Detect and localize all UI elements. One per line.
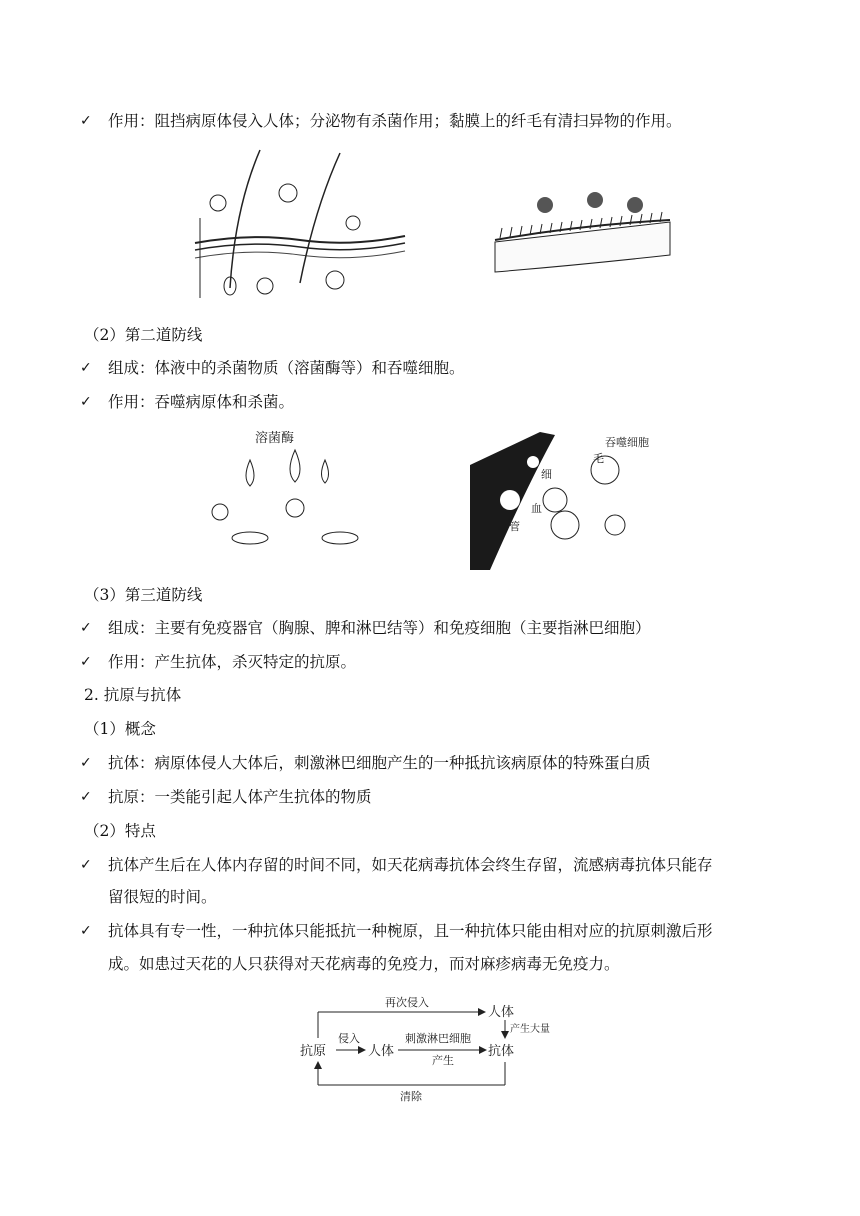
mucosa-cilia-figure xyxy=(490,180,675,275)
label-mao: 毛 xyxy=(593,452,604,465)
check-icon: ✓ xyxy=(80,394,92,410)
text: 组成：体液中的杀菌物质（溶菌酶等）和吞噬细胞。 xyxy=(108,359,465,377)
invade-label: 侵入 xyxy=(338,1032,360,1045)
antibody-label: 抗体 xyxy=(488,1044,515,1059)
phagocyte-label: 吞噬细胞 xyxy=(605,436,649,449)
label-xue: 血 xyxy=(531,502,542,515)
check-icon: ✓ xyxy=(80,923,92,939)
antigen-antibody-diagram xyxy=(290,990,560,1110)
check-icon: ✓ xyxy=(80,755,92,771)
body-label: 人体 xyxy=(368,1044,395,1059)
text: 作用：吞噬病原体和杀菌。 xyxy=(108,393,295,411)
check-icon: ✓ xyxy=(80,857,92,873)
text: 抗体产生后在人体内存留的时间不同，如天花病毒抗体会终生存留，流感病毒抗体只能存 xyxy=(108,856,713,874)
text: 成。如患过天花的人只获得对天花病毒的免疫力，而对麻疹病毒无免疫力。 xyxy=(108,955,620,973)
heading-text: （1）概念 xyxy=(84,720,156,738)
text: 抗体：病原体侵人大体后，刺激淋巴细胞产生的一种抵抗该病原体的特殊蛋白质 xyxy=(108,754,651,772)
produce-large-label: 产生大量 xyxy=(510,1024,550,1035)
skin-barrier-figure xyxy=(190,148,410,298)
lysozyme-label: 溶菌酶 xyxy=(255,431,295,446)
text: 留很短的时间。 xyxy=(108,888,217,906)
check-icon: ✓ xyxy=(80,789,92,805)
check-icon: ✓ xyxy=(80,654,92,670)
check-icon: ✓ xyxy=(80,620,92,636)
produce-label: 产生 xyxy=(432,1054,454,1067)
lysozyme-figure xyxy=(200,420,370,555)
text: 抗原：一类能引起人体产生抗体的物质 xyxy=(108,788,372,806)
check-icon: ✓ xyxy=(80,360,92,376)
heading-text: （3）第三道防线 xyxy=(84,586,203,604)
check-icon: ✓ xyxy=(80,113,92,129)
stimulate-label: 刺激淋巴细胞 xyxy=(405,1032,471,1045)
text: 组成：主要有免疫器官（胸腺、脾和淋巴结等）和免疫细胞（主要指淋巴细胞） xyxy=(108,619,651,637)
phagocyte-figure xyxy=(465,430,665,570)
body2-label: 人体 xyxy=(488,1005,515,1020)
heading-text: （2）第二道防线 xyxy=(84,326,203,344)
clear-label: 清除 xyxy=(400,1090,422,1103)
heading-text: （2）特点 xyxy=(84,822,156,840)
label-guan: 管 xyxy=(509,520,520,533)
reinvade-label: 再次侵入 xyxy=(385,996,429,1009)
text: 抗体具有专一性，一种抗体只能抵抗一种椀原，且一种抗体只能由相对应的抗原刺激后形 xyxy=(108,922,713,940)
label-xi: 细 xyxy=(541,468,552,481)
heading-text: 2. 抗原与抗体 xyxy=(84,686,182,704)
text: 作用：阻挡病原体侵入人体；分泌物有杀菌作用；黏膜上的纤毛有清扫异物的作用。 xyxy=(108,112,682,130)
text: 作用：产生抗体，杀灭特定的抗原。 xyxy=(108,653,357,671)
antigen-label: 抗原 xyxy=(300,1044,327,1059)
